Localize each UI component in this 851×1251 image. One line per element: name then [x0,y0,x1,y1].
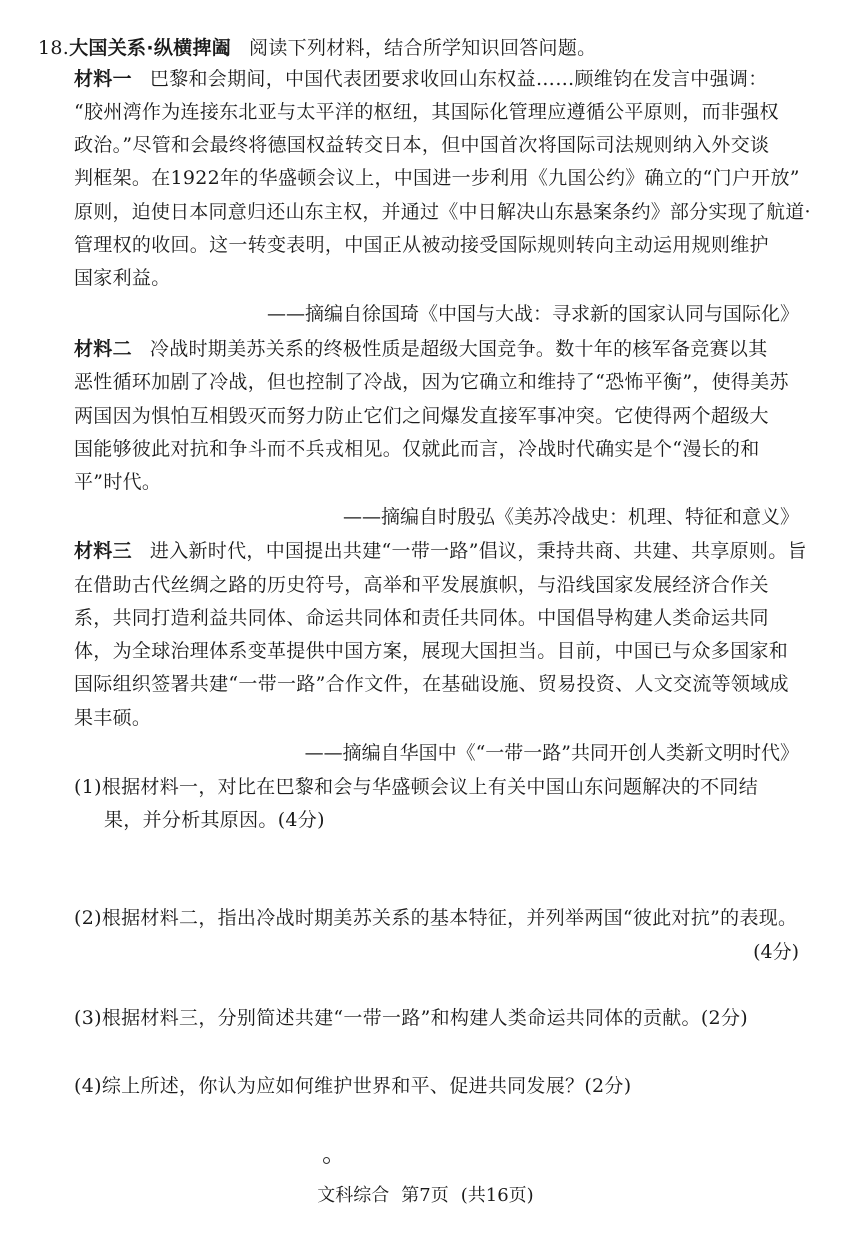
material1-source: ——摘编自徐国琦《中国与大战：寻求新的国家认同与国际化》 [266,303,799,325]
question-1-line-2: 果，并分析其原因。(4分) [104,809,325,831]
material1-line-6: 管理权的收回。这一转变表明，中国正从被动接受国际规则转向主动运用规则维护 [74,234,769,256]
question-instruction: 阅读下列材料，结合所学知识回答问题。 [249,37,597,59]
footer-subject: 文科综合 [317,1185,390,1206]
material2-label: 材料二 [74,338,132,360]
material1-line-1: 材料一 巴黎和会期间，中国代表团要求收回山东权益……顾维钧在发言中强调： [74,68,768,90]
question-2-line-1: (2)根据材料二，指出冷战时期美苏关系的基本特征，并列举两国“彼此对抗”的表现。 [74,907,798,929]
question-3-line-1: (3)根据材料三，分别简述共建“一带一路”和构建人类命运共同体的贡献。(2分) [74,1007,748,1029]
question-4-line-1: (4)综上所述，你认为应如何维护世界和平、促进共同发展？(2分) [74,1075,632,1097]
material1-line-3: 政治。”尽管和会最终将德国权益转交日本，但中国首次将国际司法规则纳入外交谈 [74,134,770,156]
material2-line-2: 恶性循环加剧了冷战，但也控制了冷战，因为它确立和维持了“恐怖平衡”，使得美苏 [74,371,789,393]
material1-line-5: 原则，迫使日本同意归还山东主权，并通过《中日解决山东悬案条约》部分实现了航道· [74,201,811,223]
scan-mark [323,1157,330,1164]
footer-total: (共16页) [460,1185,534,1206]
material3-source: ——摘编自华国中《“一带一路”共同开创人类新文明时代》 [304,742,799,764]
material1-line-2: “胶州湾作为连接东北亚与太平洋的枢纽，其国际化管理应遵循公平原则，而非强权 [74,101,779,123]
question-1-line-1: (1)根据材料一，对比在巴黎和会与华盛顿会议上有关中国山东问题解决的不同结 [74,776,759,798]
material1-label: 材料一 [74,68,132,90]
question-header [38,36,596,60]
question-number: 18. [38,37,70,59]
material3-line-5: 国际组织签署共建“一带一路”合作文件，在基础设施、贸易投资、人文交流等领域成 [74,673,789,695]
material3-line-4: 体，为全球治理体系变革提供中国方案，展现大国担当。目前，中国已与众多国家和 [74,640,789,662]
question-title: 大国关系·纵横捭阖 [69,37,232,59]
material1-line-4: 判框架。在1922年的华盛顿会议上，中国进一步利用《九国公约》确立的“门户开放” [74,167,800,189]
page-footer [0,1184,851,1208]
material2-line-3: 两国因为惧怕互相毁灭而努力防止它们之间爆发直接军事冲突。它使得两个超级大 [74,405,769,427]
question-2-score: (4分) [753,941,799,963]
material3-line-2: 在借助古代丝绸之路的历史符号，高举和平发展旗帜，与沿线国家发展经济合作关 [74,574,769,596]
footer-page: 第7页 [401,1185,449,1206]
material2-line-5: 平”时代。 [74,471,162,493]
material1-line-7: 国家利益。 [74,267,171,289]
material3-line-3: 系，共同打造利益共同体、命运共同体和责任共同体。中国倡导构建人类命运共同 [74,607,769,629]
material2-line-1: 材料二 冷战时期美苏关系的终极性质是超级大国竞争。数十年的核军备竞赛以其 [74,338,768,360]
material3-line-1: 材料三 进入新时代，中国提出共建“一带一路”倡议，秉持共商、共建、共享原则。旨 [74,540,807,562]
material3-line-6: 果丰硕。 [74,707,152,729]
material2-source: ——摘编自时殷弘《美苏冷战史：机理、特征和意义》 [342,506,799,528]
material3-label: 材料三 [74,540,132,562]
material2-line-4: 国能够彼此对抗和争斗而不兵戎相见。仅就此而言，冷战时代确实是个“漫长的和 [74,438,760,460]
